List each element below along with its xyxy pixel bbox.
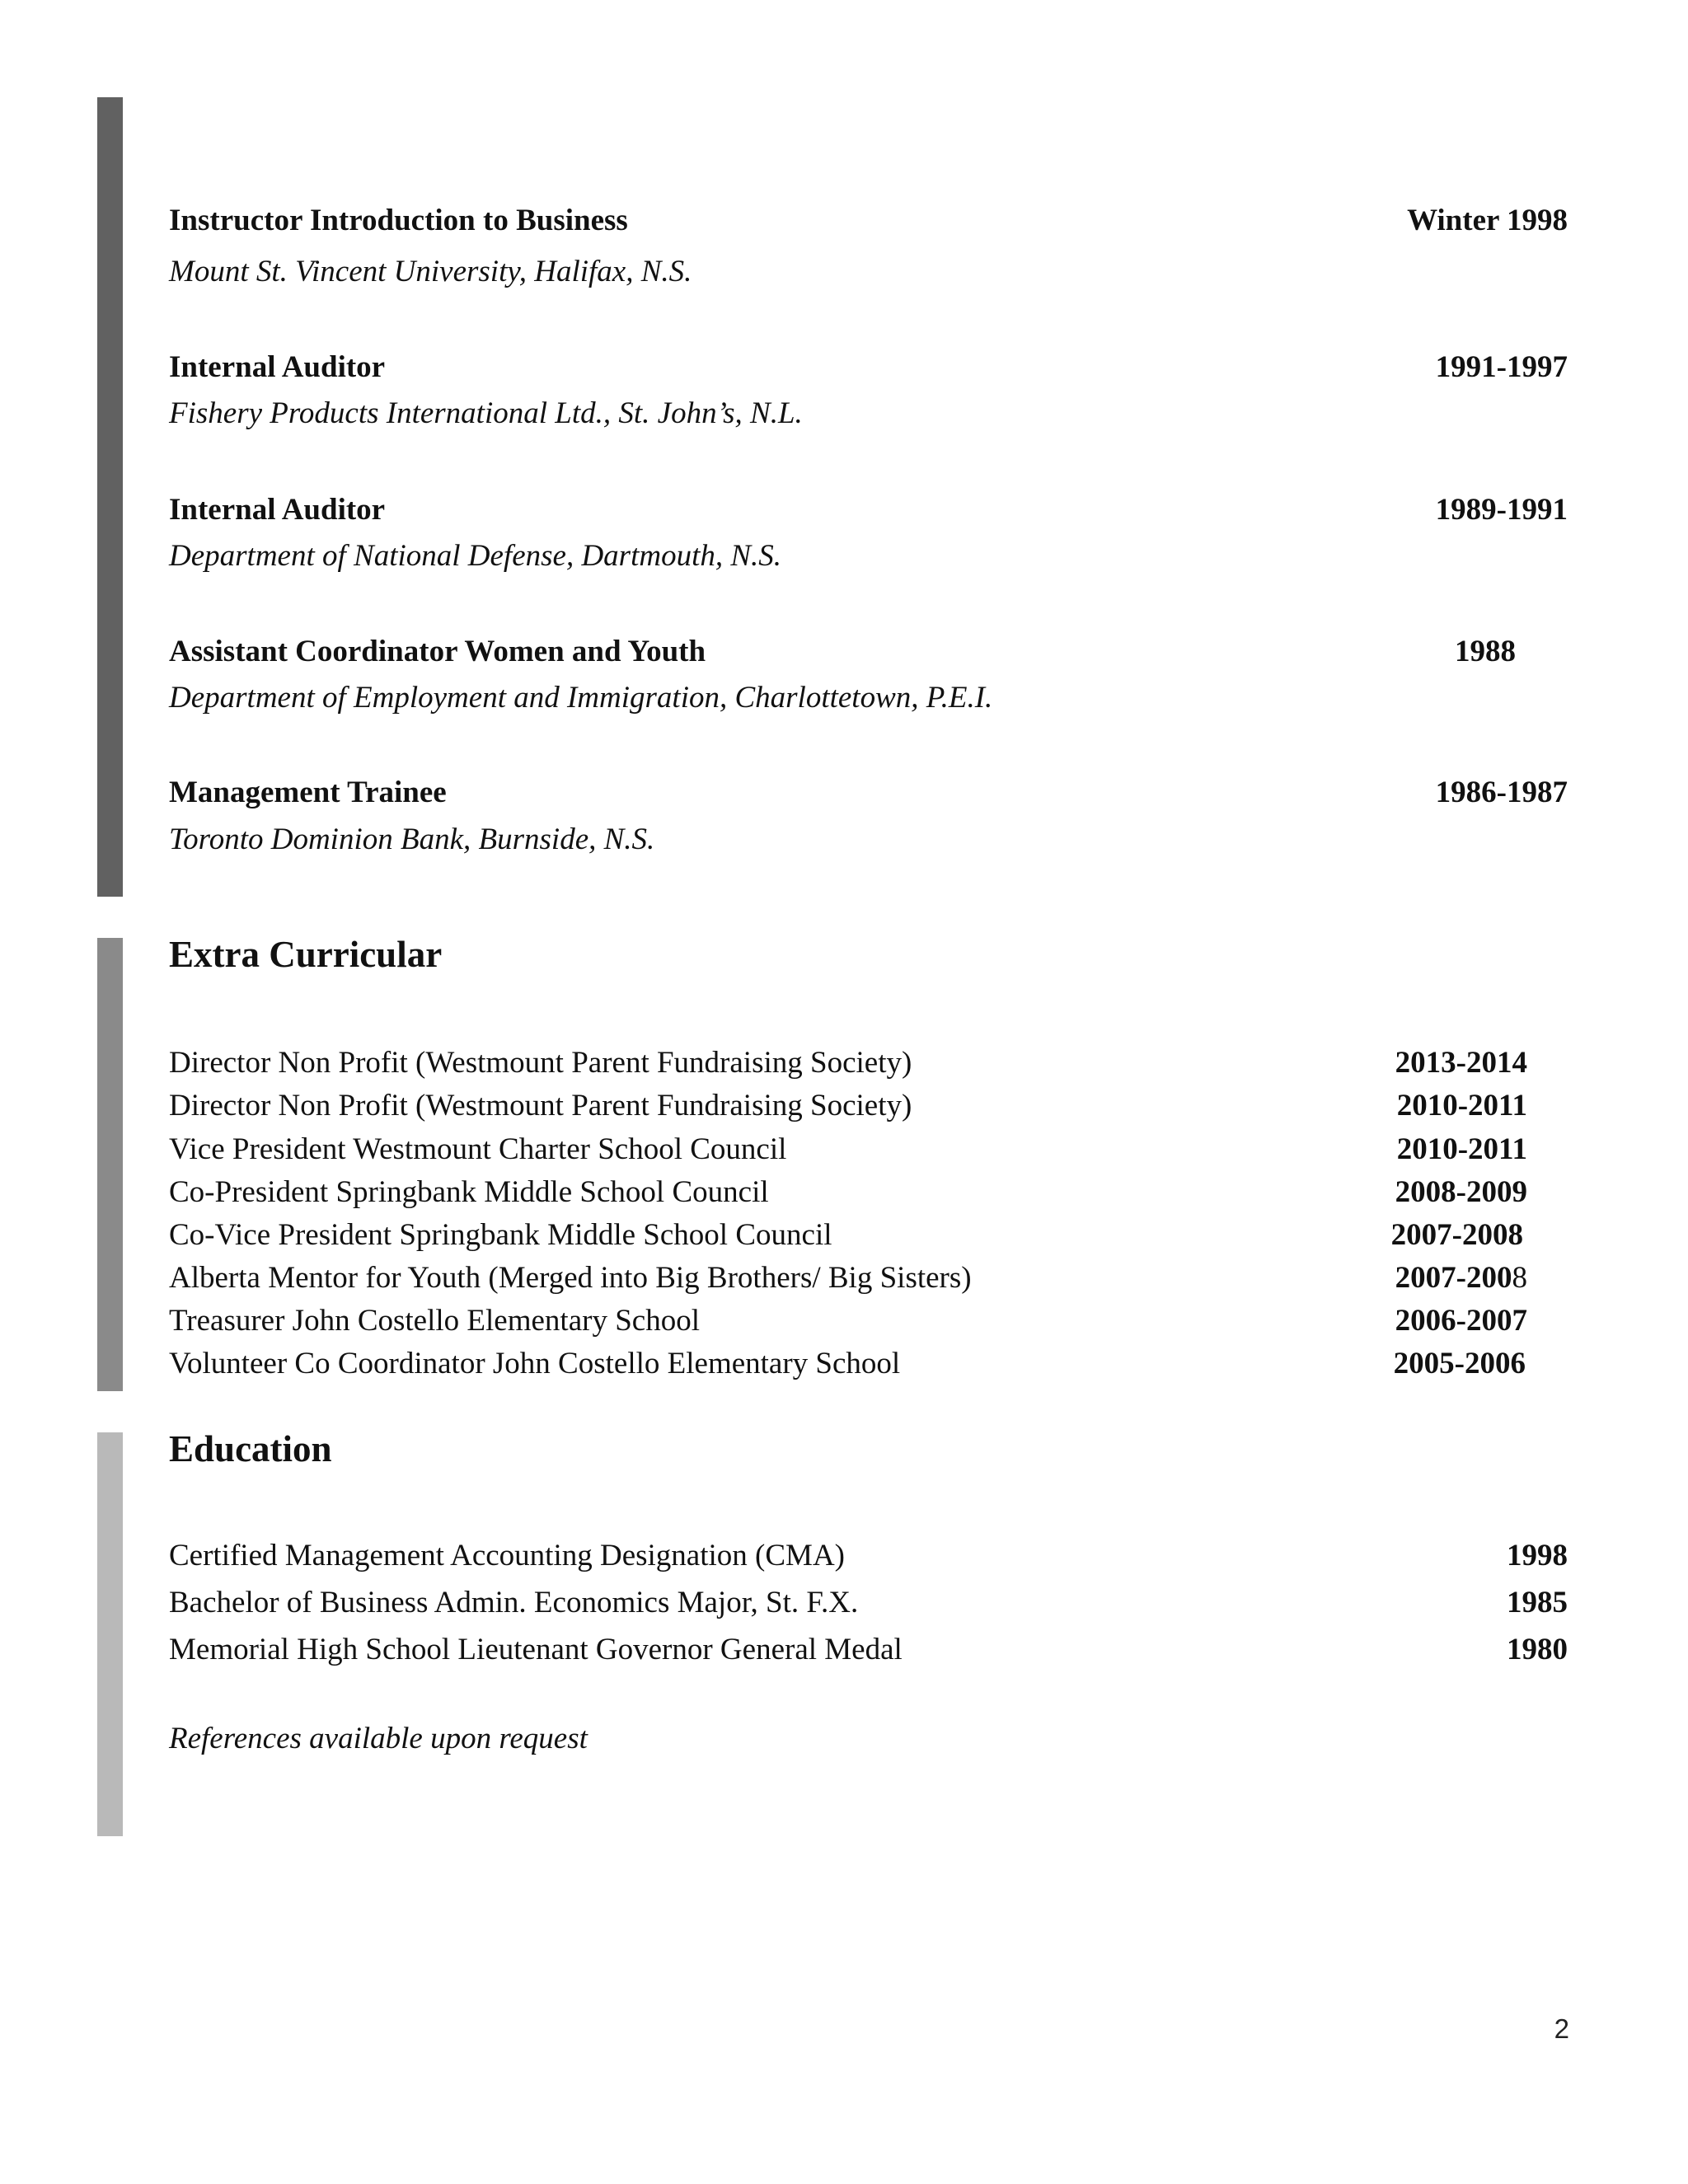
job-title: Instructor Introduction to Business	[169, 204, 628, 237]
education-date: 1980	[1507, 1633, 1568, 1666]
job-organization: Department of National Defense, Dartmouth, N.S.	[169, 539, 782, 573]
activity-item: Vice President Westmount Charter School Council	[169, 1132, 787, 1166]
job-date: 1989-1991	[1435, 493, 1568, 527]
activity-date-main: 2007-200	[1395, 1261, 1512, 1295]
activity-date: 2006-2007	[1395, 1304, 1527, 1338]
references-note: References available upon request	[169, 1722, 588, 1755]
activity-date: 2010-2011	[1396, 1132, 1527, 1166]
activity-date-tail: 8	[1512, 1261, 1527, 1295]
activity-date: 2013-2014	[1395, 1046, 1527, 1080]
education-date: 1998	[1507, 1539, 1568, 1572]
activity-date: 2005-2006	[1393, 1347, 1526, 1380]
activity-item: Co-Vice President Springbank Middle School Council	[169, 1218, 832, 1252]
job-organization: Toronto Dominion Bank, Burnside, N.S.	[169, 823, 655, 856]
activity-item: Director Non Profit (Westmount Parent Fundraising Society)	[169, 1046, 912, 1080]
activity-item: Treasurer John Costello Elementary School	[169, 1304, 700, 1338]
activity-date: 2010-2011	[1396, 1089, 1527, 1122]
page-number: 2	[1554, 2013, 1569, 2044]
education-item: Bachelor of Business Admin. Economics Major, St. F.X.	[169, 1586, 859, 1619]
job-date: 1988	[1455, 635, 1516, 668]
job-title: Assistant Coordinator Women and Youth	[169, 635, 706, 668]
job-date: 1991-1997	[1435, 350, 1568, 384]
job-date: 1986-1987	[1435, 776, 1568, 809]
section-heading-education: Education	[169, 1428, 332, 1469]
job-organization: Mount St. Vincent University, Halifax, N.S.	[169, 255, 692, 288]
job-organization: Fishery Products International Ltd., St. John’s, N.L.	[169, 396, 803, 430]
job-organization: Department of Employment and Immigration, Charlottetown, P.E.I.	[169, 681, 993, 715]
section-bar-education	[97, 1432, 123, 1836]
activity-date	[1395, 1260, 1527, 1296]
job-title: Internal Auditor	[169, 350, 386, 384]
section-heading-extra-curricular: Extra Curricular	[169, 934, 443, 975]
job-date: Winter 1998	[1407, 204, 1568, 237]
activity-date: 2008-2009	[1395, 1175, 1527, 1209]
activity-item: Volunteer Co Coordinator John Costello Elementary School	[169, 1347, 901, 1380]
education-date: 1985	[1507, 1586, 1568, 1619]
education-item: Memorial High School Lieutenant Governor General Medal	[169, 1633, 903, 1666]
education-item: Certified Management Accounting Designation (CMA)	[169, 1539, 845, 1572]
activity-item: Director Non Profit (Westmount Parent Fundraising Society)	[169, 1089, 912, 1122]
section-bar-experience	[97, 97, 123, 897]
activity-date: 2007-2008	[1390, 1218, 1523, 1252]
activity-item: Alberta Mentor for Youth (Merged into Big Brothers/ Big Sisters)	[169, 1261, 972, 1295]
job-title: Internal Auditor	[169, 493, 386, 527]
job-title: Management Trainee	[169, 776, 447, 809]
activity-item: Co-President Springbank Middle School Council	[169, 1175, 769, 1209]
section-bar-extra-curricular	[97, 938, 123, 1391]
